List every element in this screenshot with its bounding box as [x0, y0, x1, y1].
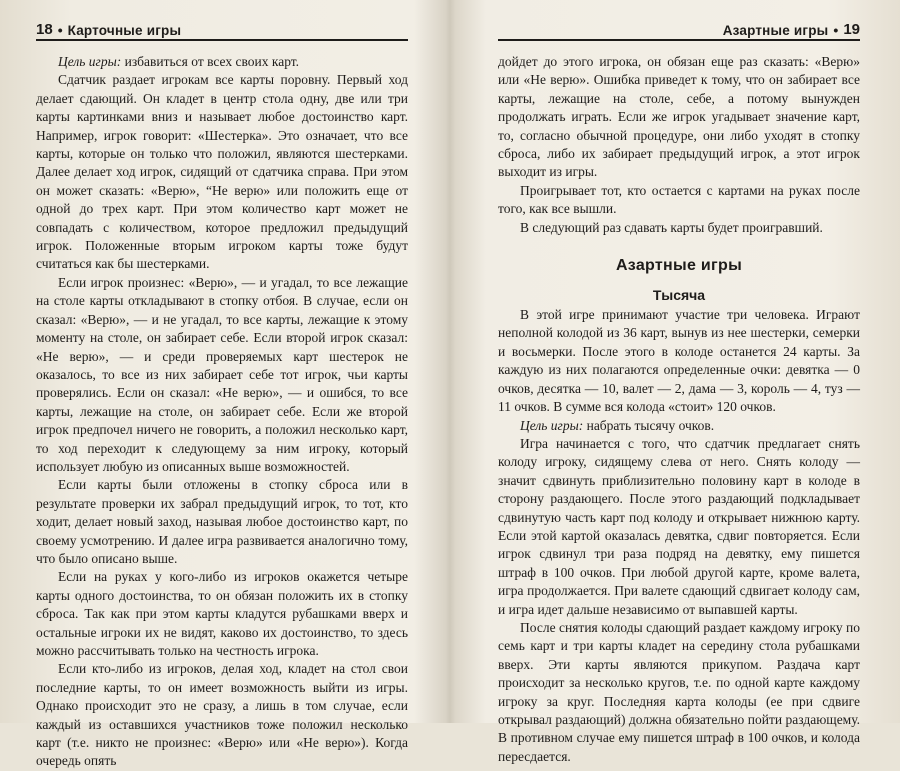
- right-paragraph: После снятия колоды сдающий раздает каждому игроку по семь карт и три карты кладет на середину стола рубашками вверх. Эти карты являются прикупом. Раздача карт происходит за несколько кругов, т.е. по одной карте каждому игроку за круг. Последняя карта колоды (ее при сдвиге открывал раздающий) должна обязательно пойти раздающему. В противном случае ему пишется штраф в 100 очков, и колода пересдается.: [498, 619, 860, 764]
- left-goal-text: избавиться от всех своих карт.: [121, 54, 300, 69]
- right-paragraph: дойдет до этого игрока, он обязан еще раз сказать: «Верю» или «Не верю». Ошибка приведет к тому, что он забирает все карты, лежащие на столе, себе, а потому вынужден продолжать играть. Если же игрок угадывает значение карт, то, согласно обычной процедуре, они либо уходят в стопку сброса, либо их забирает предыдущий игрок, а этот игрок выходит из игры.: [498, 54, 860, 180]
- left-goal-label: Цель игры:: [58, 54, 122, 69]
- left-page-text: [36, 53, 408, 771]
- right-running-head: [498, 20, 860, 41]
- right-paragraph: Игра начинается с того, что сдатчик предлагает снять колоду игроку, сидящему слева от него. Снять колоду — значит сдвинуть приблизительно половину карт в колоде в сторону раздающего. После этого раздающий подкладывает сдвинутую часть карт под колоду и открывает нижнюю карту. Если этой картой оказалась девятка, сдвиг повторяется. Если игрок сдвинул три раза подряд на девятку, ему пишется штраф в 100 очков. При любой другой карте, кроме валета, игра продолжается. При валете сдающий сдвигает колоду сам, и игра идет дальше независимо от выпавшей карты.: [498, 435, 860, 617]
- left-running-title: Карточные игры: [67, 23, 182, 38]
- right-page-number: 19: [843, 21, 860, 38]
- right-running-title: Азартные игры: [722, 23, 829, 38]
- left-paragraph: Сдатчик раздает игрокам все карты поровну. Первый ход делает сдающий. Он кладет в центр стола одну, две или три карты картинками вниз и называет любое достоинство карт. Например, игрок говорит: «Шестерка». Это означает, что все карты, которые он только что положил, являются шестерками. Далее делает ход игрок, сидящий от сдатчика справа. При этом он может сказать: «Верю», “Не верю» или положить еще от одной до трех карт. При этом количество карт может не совпадать с количеством, которое предложил предыдущий игрок. Положенные вторым игроком карты тоже будут считаться как бы шестерками.: [36, 72, 408, 272]
- right-head-bullet: •: [833, 22, 839, 38]
- right-paragraph: В следующий раз сдавать карты будет проигравший.: [520, 219, 823, 235]
- game-title: Тысяча: [652, 287, 706, 304]
- left-paragraph: Если игрок произнес: «Верю», — и угадал, то все лежащие на столе карты откладывают в стопку отбоя. В случае, если он сказал: «Верю», — и не угадал, то все карты, лежащие к этому моменту на столе, он забирает себе. Если второй игрок сказал: «Не верю», — и среди проверяемых карт шестерок не оказалось, то все из них забирает себе тот игрок, чьи карты проверялись. Если он сказал: «Не верю», — и ошибся, то все карты, лежащие на столе, он забирает себе. Если же второй игрок предпочел ничего не говорить, а положил несколько карт, то ход переходит к следующему за ним игроку, который использует любую из описанных выше возможностей.: [36, 274, 408, 474]
- right-page: [450, 0, 900, 764]
- right-intro-paragraph: В этой игре принимают участие три человека. Играют неполной колодой из 36 карт, вынув из нее шестерки, семерки и восьмерки. После этого в колоде останется 24 карты. За каждую из них полагаются определенные очки: девятка — 0 очков, десятка — 10, валет — 2, дама — 3, король — 4, туз — 11 очков. В сумме вся колода «стоит» 120 очков.: [498, 307, 860, 415]
- right-paragraph: Проигрывает тот, кто остается с картами на руках после того, как все вышли.: [498, 182, 860, 217]
- left-paragraph: Если кто-либо из игроков, делая ход, кладет на стол свои последние карты, то он имеет возможность выйти из игры. Однако происходит это не сразу, а лишь в том случае, если каждый из оставшихся участников тоже положил несколько карт (т.е. никто не произнес: «Верю» или «Не верю»). Когда очередь опять: [36, 661, 408, 769]
- right-goal-paragraph: [498, 417, 860, 435]
- left-goal-paragraph: [36, 53, 408, 71]
- right-goal-label: Цель игры:: [520, 417, 584, 433]
- right-goal-text: набрать тысячу очков.: [583, 417, 715, 433]
- left-page-number: 18: [36, 21, 53, 38]
- left-paragraph: Если карты были отложены в стопку сброса или в результате проверки их забрал предыдущий игрок, то тот, кто ходит, делает новый заход, называя любое достоинство карт, по своему усмотрению. И далее игра развивается аналогично тому, что было описано выше.: [36, 477, 408, 566]
- left-page: [0, 0, 450, 769]
- left-running-head: [36, 20, 408, 41]
- left-head-bullet: •: [57, 22, 63, 38]
- right-page-text: [498, 53, 860, 766]
- left-paragraph: Если на руках у кого-либо из игроков окажется четыре карты одного достоинства, то он обязан положить их в стопку сброса. Так как при этом карты кладутся рубашками вверх и остальные игроки их не видят, каково их достоинство, то здесь можно рассчитывать только на честность игрока.: [36, 569, 408, 658]
- section-title: Азартные игры: [615, 257, 743, 275]
